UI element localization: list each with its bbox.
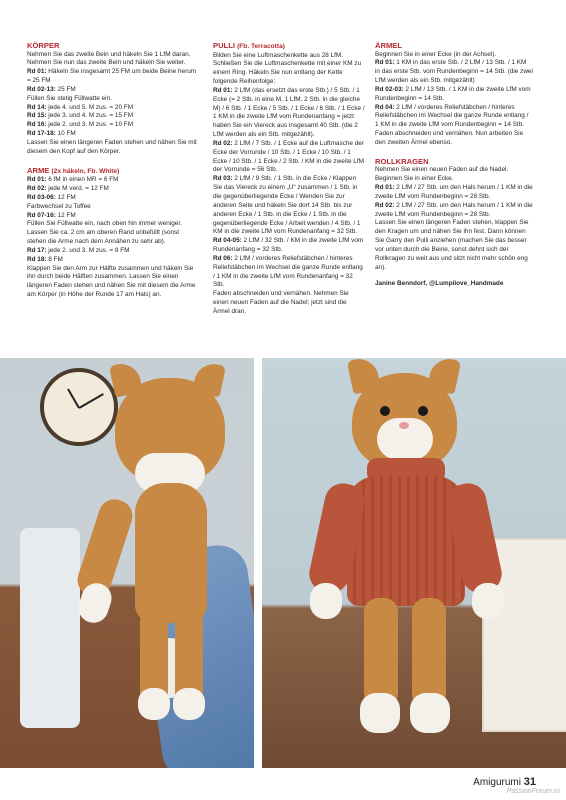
page-footer (473, 776, 536, 788)
paragraph-sleeves-outro: Faden abschneiden und vernähen. Nun arbeiten Sie den zweiten Ärmel ebenso. (375, 130, 524, 146)
row-label: Rd 01: (27, 176, 47, 184)
row-label: Rd 02: (213, 139, 233, 147)
instruction-row (375, 86, 533, 104)
sweater-subheading: (Fb. Terracotta) (237, 43, 285, 50)
row-text: Häkeln Sie insgesamt 25 FM um beide Beine herum = 25 FM (27, 68, 197, 85)
instruction-row (27, 247, 199, 256)
arms-subheading: (2x häkeln, Fb. White) (51, 167, 120, 175)
row-text: jede 4. und 5. M zus. = 20 FM (46, 103, 134, 111)
instruction-row (27, 212, 199, 221)
row-label: Rd 04-05: (213, 237, 242, 245)
row-text: 6 fM in einen MR = 6 FM (46, 176, 119, 184)
white-box (20, 528, 80, 728)
row-text: 2 LfM / 32 Stb. / KM in die zweite LfM vom Rundenanfang = 32 Stb. (213, 237, 364, 254)
row-label: Rd 17: (27, 246, 47, 254)
section-heading-arms (27, 166, 199, 177)
body-rows (27, 68, 199, 139)
row-label: Rd 07-16: (27, 211, 56, 219)
instruction-row (213, 175, 365, 237)
row-label: Rd 18: (27, 255, 47, 263)
instruction-row (27, 220, 199, 247)
instruction-row (375, 104, 533, 131)
row-text: 2 LfM / vorderes Reliefstäbchen / hinteres Reliefstäbchen im Wechsel die ganze Runde entlang / 1 KM in die zweite LfM vom Rundenbeginn = 14 Stb. (375, 103, 529, 129)
row-text: jede 2. und 3. M zus. = 8 FM (46, 246, 130, 254)
instruction-row (27, 112, 199, 121)
watermark: PassionForum.ru (506, 788, 560, 795)
row-text: 8 FM (46, 255, 63, 263)
instruction-row (375, 59, 533, 86)
row-text: 2 LfM / 9 Stb. / 1 Stb. in die Ecke / Klappen Sie das Viereck zu einem „U“ zusammen / 1 Stb. in die gegenüberliegende Ecke / Wenden Sie zur anderen Seite und häkeln Sie dort 14 Stb. bis zur anderen Ecke / 1 Stb. in die Ecke / 1 Stb. in die gegenüberliegende Ecke / Arbeit wenden / 4 Stb. / 1 KM in die zweite LfM vom Rundenanfang = 32 Stb. (213, 175, 361, 236)
row-label: Rd 04: (375, 103, 395, 111)
page-number: 31 (523, 776, 536, 788)
instruction-row (375, 184, 533, 202)
instruction-row (27, 256, 199, 265)
magazine-title: Amigurumi (473, 777, 521, 788)
instruction-row (27, 86, 199, 95)
instruction-row (27, 130, 199, 139)
section-heading-body: KÖRPER (27, 41, 60, 50)
paragraph-collar-intro: Nehmen Sie einen neuen Faden auf die Nadel. Beginnen Sie in einer Ecke. (375, 166, 509, 183)
row-label: Rd 03: (213, 175, 233, 183)
row-text: 2 LfM / 27 Stb. um den Hals herum / 1 KM in die zweite LfM vom Rundenbeginn = 28 Stb. (375, 201, 533, 218)
column-1 (27, 40, 199, 300)
paragraph-collar-outro: Lassen Sie einen längeren Faden stehen, klappen Sie den Kragen um und nähen Sie ihn fest. Dann können Sie Garry den Pulli anziehen (machen Sie das besser vor unten durch die Beine, sonst dehnt sich der Rollkragen zu weit aus und sitzt nicht mehr schön eng an). (375, 219, 529, 271)
paragraph-sleeves-intro: Beginnen Sie in einer Ecke (in der Achsel). (375, 50, 497, 58)
eye-left-icon (380, 406, 390, 416)
row-text: jede 3. und 4. M zus. = 15 FM (46, 112, 134, 120)
instruction-row (213, 255, 365, 290)
row-label: Rd 06: (213, 254, 233, 262)
row-label: Rd 15: (27, 112, 47, 120)
paragraph-arms-outro: Klappen Sie den Arm zur Hälfte zusammen und häkeln Sie ihn durch beide Hälften zusammen. Lassen Sie einen längeren Faden stehen und nähen Sie mit diesem die Arme am Körper (in Höhe der Runde 17 am Hals) an. (27, 264, 196, 299)
sweater-rows (213, 87, 365, 290)
paragraph-body-outro: Lassen Sie einen längeren Faden stehen und nähen Sie mit diesem den Kopf auf den Körper. (27, 138, 197, 155)
instruction-row (27, 176, 199, 185)
photo-cat-back (0, 358, 254, 768)
eye-right-icon (418, 406, 428, 416)
instruction-row (213, 87, 365, 140)
instruction-row (27, 95, 199, 104)
sleeve-rows (375, 59, 533, 130)
instruction-row (213, 140, 365, 175)
paragraph-body-intro: Nehmen Sie das zweite Bein und häkeln Sie 1 LfM daran. Nehmen Sie nun das zweite Bein und häkeln Sie weiter. (27, 50, 191, 67)
instruction-row (27, 203, 199, 212)
arms-heading-text: ARME (27, 165, 50, 175)
row-label: Rd 01: (375, 183, 395, 191)
row-label: Rd 02: (375, 201, 395, 209)
row-text: 2 LfM / 13 Stb. / 1 KM in die zweite LfM vom Rundenbeginn = 14 Stb. (375, 85, 531, 102)
section-heading-collar: ROLLKRAGEN (375, 156, 429, 166)
author-credit: Janine Benndorf, @Lumpilove_Handmade (375, 280, 504, 288)
row-label: Rd 01: (213, 86, 233, 94)
paragraph-sweater-outro: Faden abschneiden und vernähen. Nehmen Sie einen neuen Faden auf die Nadel; jetzt sind die Ärmel dran. (213, 290, 349, 315)
row-text: 2 LfM (das ersetzt das erste Stb.) / 5 Stb. / 1 Ecke (= 2 Stb. in eine M, 1 LfM, 2 Stb. in die gleiche M) / 6 Stb. / 1 Ecke / 5 Stb. / 1 Ecke / 6 Stb. / 1 Ecke / 1 KM in die zweite LfM vom Rundenanfang = jetzt haben Sie ein Viereck aus insgesamt 40 Stb. (die 2 LfM werden als ein Stb. mitgezählt). (213, 86, 365, 139)
arm-rows (27, 176, 199, 264)
row-text: Füllen Sie stetig Füllwatte ein. (27, 94, 112, 102)
row-text: jede 2. und 3. M zus. = 10 FM (46, 121, 134, 129)
clock-icon (40, 368, 118, 446)
row-label: Rd 01: (27, 68, 47, 76)
row-label: Rd 16: (27, 121, 47, 129)
row-text: Farbwechsel zu Toffee (27, 202, 91, 210)
row-label: Rd 02-13: (27, 85, 56, 93)
row-text: 10 FM (55, 130, 76, 138)
section-heading-sweater (213, 41, 365, 52)
row-text: 2 LfM / 7 Stb. / 1 Ecke auf die Luftmasche der Ecke der Vorrunde / 10 Stb. / 1 Ecke / 10 Stb. / 1 Ecke / 10 Stb. / 1 Ecke / 2 Stb. / KM in die zweite LfM der Vorrunde = 56 Stb. (213, 139, 364, 174)
column-3 (375, 40, 533, 289)
nose-icon (399, 422, 409, 429)
section-heading-sleeves: ÄRMEL (375, 41, 402, 50)
instruction-row (375, 202, 533, 220)
row-text: 2 LfM / 27 Stb. um den Hals herum / 1 KM in die zweite LfM vom Rundenbeginn = 28 Stb. (375, 183, 533, 200)
row-label: Rd 03-06: (27, 193, 56, 201)
row-label: Rd 01: (375, 59, 395, 67)
instruction-row (27, 68, 199, 86)
row-label: Rd 02: (27, 184, 47, 192)
row-text: 12 FM (55, 211, 76, 219)
row-label: Rd 14: (27, 103, 47, 111)
row-text: 1 KM in das erste Stb. / 2 LfM / 13 Stb. / 1 KM in das erste Stb. vom Rundenbeginn = 14 Stb. (die zwei LfM werden als ein Stb. mitgezählt) (375, 59, 533, 85)
row-text: 2 LfM / vorderes Reliefstäbchen / hinteres Reliefstäbchen im Wechsel die ganze Runde entlang / 1 KM in die zweite LfM vom Rundenanfang = 32 Stb. (213, 254, 363, 289)
instruction-row (27, 185, 199, 194)
sweater-heading-text: PULLI (213, 41, 235, 50)
instruction-row (213, 237, 365, 255)
instruction-row (27, 121, 199, 130)
photo-cat-sweater (262, 358, 566, 768)
paragraph-sweater-intro: Bilden Sie eine Luftmaschenkette aus 28 LfM. Schließen Sie die Luftmaschenkette mit einer KM zu einem Ring. Häkeln Sie nun entlang der Kette folgende Reihenfolge: (213, 51, 362, 86)
row-text: Füllen Sie Füllwatte ein, nach oben hin immer weniger. Lassen Sie ca. 2 cm am oberen Rand unbefüllt (sonst stehen die Arme nach dem Annähen zu sehr ab). (27, 220, 182, 246)
row-text: 12 FM (55, 193, 76, 201)
row-text: 25 FM (55, 85, 76, 93)
row-label: Rd 17-18: (27, 130, 56, 138)
collar-rows (375, 184, 533, 219)
instruction-row (27, 104, 199, 113)
instruction-row (27, 194, 199, 203)
row-text: jede M verd. = 12 FM (46, 184, 109, 192)
column-2 (213, 40, 365, 317)
row-label: Rd 02-03: (375, 85, 404, 93)
